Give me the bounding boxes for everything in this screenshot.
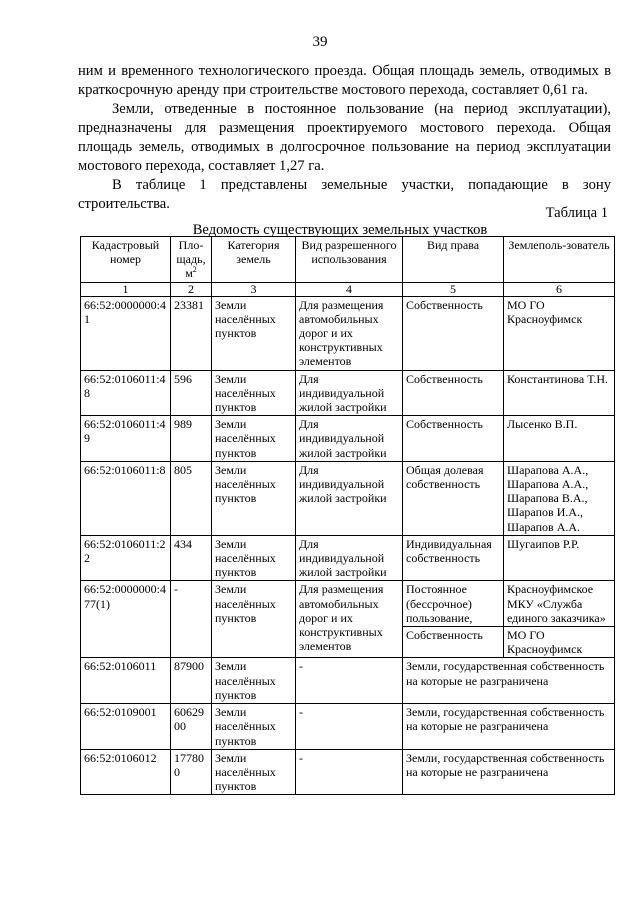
table-row [81,535,615,581]
column-number-row [81,282,615,296]
page-number: 39 [312,34,328,50]
cell-use: Для индивидуальной жилой застройки [296,535,403,581]
cell-note: Земли, государственная собственность на которые не разграничена [403,749,615,795]
cell-note: Земли, государственная собственность на которые не разграничена [403,658,615,704]
cell-use: Для индивидуальной жилой застройки [296,370,403,416]
cell-use: Для индивидуальной жилой застройки [296,416,403,462]
cell-use: Для размещения автомобильных дорог и их конструктивных элементов [296,296,403,370]
cell-cadastral: 66:52:0106011:48 [81,370,171,416]
cell-use: - [296,704,403,750]
cell-area: 805 [171,461,212,535]
cell-category: Земли населённых пунктов [212,296,296,370]
cell-user: Константинова Т.Н. [504,370,615,416]
cell-category: Земли населённых пунктов [212,749,296,795]
table-row [81,370,615,416]
cell-cadastral: 66:52:0106011:49 [81,416,171,462]
cell-right: Общая долевая собственность [403,461,504,535]
table-row [81,749,615,795]
table-header-row [81,237,615,283]
paragraph-3: В таблице 1 представлены земельные участки, попадающие в зону строительства. [78,177,611,212]
cell-note: Земли, государственная собственность на которые не разграничена [403,704,615,750]
column-number: 1 [81,282,171,296]
table-row-split [81,581,615,627]
cell-use: - [296,658,403,704]
cell-category: Земли населённых пунктов [212,416,296,462]
cell-area: 989 [171,416,212,462]
cell-area: 177800 [171,749,212,795]
cell-use: Для размещения автомобильных дорог и их конструктивных элементов [296,581,403,658]
table-row [81,416,615,462]
table-row [81,658,615,704]
cell-right: Собственность [403,416,504,462]
header-area-exponent: 2 [192,265,197,275]
cell-area: 23381 [171,296,212,370]
header-area [171,237,212,283]
cell-user: Шарапова А.А., Шарапова А.А., Шарапова В.А., Шарапов И.А., Шарапов А.А. [504,461,615,535]
table-caption: Таблица 1 [545,205,608,221]
header-right: Вид права [403,237,504,283]
header-category: Категория земель [212,237,296,283]
cell-cadastral: 66:52:0000000:41 [81,296,171,370]
cell-cadastral: 66:52:0106011:8 [81,461,171,535]
body-text [78,62,611,214]
header-cadastral: Кадастровый номер [81,237,171,283]
cell-category: Земли населённых пунктов [212,581,296,658]
cell-category: Земли населённых пунктов [212,535,296,581]
cell-area: 6062900 [171,704,212,750]
column-number: 6 [504,282,615,296]
cell-cadastral: 66:52:0106011:22 [81,535,171,581]
column-number: 5 [403,282,504,296]
cell-right: Собственность [403,296,504,370]
cell-area: 434 [171,535,212,581]
cell-cadastral: 66:52:0106011 [81,658,171,704]
column-number: 3 [212,282,296,296]
column-number: 4 [296,282,403,296]
cell-user: МО ГО Красноуфимск [504,296,615,370]
cell-right: Постоянное (бессрочное) пользование, [403,581,504,627]
cell-category: Земли населённых пунктов [212,370,296,416]
table-title: Ведомость существующих земельных участков [192,222,488,238]
cell-use: Для индивидуальной жилой застройки [296,461,403,535]
cell-area: 596 [171,370,212,416]
table-row [81,704,615,750]
cell-user: Лысенко В.П. [504,416,615,462]
land-plots-table [80,236,615,795]
cell-user: Шугаипов Р.Р. [504,535,615,581]
column-number: 2 [171,282,212,296]
cell-right: Собственность [403,627,504,658]
table-row [81,296,615,370]
cell-area: 87900 [171,658,212,704]
table-row [81,461,615,535]
header-area-label: Пло-щадь, м [176,238,206,281]
header-user: Землеполь-зователь [504,237,615,283]
cell-category: Земли населённых пунктов [212,658,296,704]
cell-right: Индивидуальная собственность [403,535,504,581]
cell-use: - [296,749,403,795]
paragraph-1: ним и временного технологического проезда. Общая площадь земель, отводимых в краткосрочную аренду при строительстве мостового перехода, составляет 0,61 га. [78,63,611,98]
cell-category: Земли населённых пунктов [212,461,296,535]
header-use: Вид разрешенного использования [296,237,403,283]
cell-category: Земли населённых пунктов [212,704,296,750]
cell-area: - [171,581,212,658]
cell-right: Собственность [403,370,504,416]
cell-user: Красноуфимское МКУ «Служба единого заказчика» [504,581,615,627]
cell-cadastral: 66:52:0000000:477(1) [81,581,171,658]
cell-user: МО ГО Красноуфимск [504,627,615,658]
cell-cadastral: 66:52:0109001 [81,704,171,750]
cell-cadastral: 66:52:0106012 [81,749,171,795]
paragraph-2: Земли, отведенные в постоянное пользование (на период эксплуатации), предназначены для размещения проектируемого мостового перехода. Общая площадь земель, отводимых в долгосрочное пользование на период эксплуатации мостового перехода, составляет 1,27 га. [78,101,611,174]
